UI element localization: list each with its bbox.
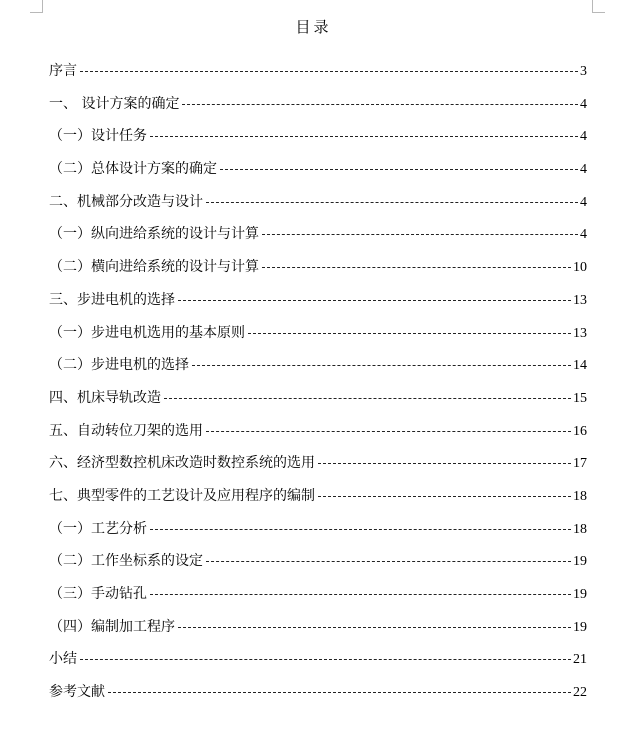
toc-entry-label: （二）总体设计方案的确定	[49, 161, 217, 178]
toc-dot-leader	[262, 233, 578, 235]
toc-dot-leader	[182, 103, 578, 105]
toc-page-number: 10	[573, 260, 587, 276]
toc-entry-label: （三）手动钻孔	[49, 586, 147, 602]
toc-dot-leader	[178, 299, 571, 301]
toc-entry[interactable]	[49, 649, 589, 682]
toc-dot-leader	[192, 364, 571, 366]
toc-dot-leader	[318, 462, 571, 464]
toc-dot-leader	[80, 70, 578, 72]
toc-dot-leader	[178, 626, 571, 628]
toc-entry-label: 序言	[49, 63, 77, 79]
toc-entry[interactable]	[49, 453, 589, 486]
toc-entry-label: 小结	[49, 651, 77, 668]
toc-entry[interactable]	[49, 290, 589, 323]
toc-dot-leader	[80, 658, 571, 660]
toc-entry-label: （一）步进电机选用的基本原则	[49, 324, 245, 341]
toc-entry-label: 五、自动转位刀架的选用	[49, 422, 203, 439]
toc-page-number: 22	[573, 685, 587, 701]
toc-entry[interactable]	[49, 323, 589, 356]
toc-entry-label: 三、步进电机的选择	[49, 291, 175, 308]
toc-dot-leader	[318, 495, 571, 497]
toc-dot-leader	[150, 528, 571, 530]
toc-page-number: 18	[573, 521, 587, 537]
toc-entry[interactable]	[49, 159, 589, 192]
toc-dot-leader	[206, 430, 571, 432]
toc-entry-label: 六、经济型数控机床改造时数控系统的选用	[49, 455, 315, 472]
toc-entry[interactable]	[49, 682, 589, 715]
toc-page-number: 14	[573, 358, 587, 374]
toc-entry[interactable]	[49, 126, 589, 159]
toc-page-number: 15	[573, 390, 587, 406]
toc-entry[interactable]	[49, 584, 589, 617]
toc-entry-label: （二）步进电机的选择	[49, 357, 189, 374]
toc-entry[interactable]	[49, 224, 589, 257]
toc-entry[interactable]	[49, 388, 589, 421]
toc-entry[interactable]	[49, 519, 589, 552]
toc-entry[interactable]	[49, 192, 589, 225]
toc-entry[interactable]	[49, 94, 589, 127]
toc-page-number: 21	[573, 652, 587, 668]
toc-page-number: 16	[573, 423, 587, 439]
document-title: 目录	[295, 18, 332, 36]
toc-page-number: 18	[573, 488, 587, 504]
toc-entry[interactable]	[49, 617, 589, 650]
toc-dot-leader	[262, 266, 571, 268]
toc-dot-leader	[248, 332, 571, 334]
toc-page-number: 4	[580, 227, 587, 243]
toc-entry-label: （一）工艺分析	[49, 520, 147, 537]
table-of-contents	[49, 61, 589, 715]
toc-entry-label: （一）纵向进给系统的设计与计算	[49, 226, 259, 243]
toc-entry-label: （四）编制加工程序	[49, 618, 175, 635]
margin-corner-mark-right	[592, 0, 605, 13]
toc-entry-label: 四、机床导轨改造	[49, 389, 161, 406]
toc-entry[interactable]	[49, 421, 589, 454]
toc-dot-leader	[108, 691, 571, 693]
toc-page-number: 4	[580, 96, 587, 112]
toc-entry[interactable]	[49, 486, 589, 519]
toc-dot-leader	[150, 593, 571, 595]
toc-page-number: 13	[573, 292, 587, 308]
toc-dot-leader	[150, 135, 578, 137]
toc-page-number: 19	[573, 619, 587, 635]
toc-entry-label: 七、典型零件的工艺设计及应用程序的编制	[49, 487, 315, 504]
toc-entry-label: （二）横向进给系统的设计与计算	[49, 259, 259, 276]
toc-entry-label: 二、机械部分改造与设计	[49, 193, 203, 210]
toc-page-number: 17	[573, 456, 587, 472]
toc-dot-leader	[220, 168, 578, 170]
toc-entry-label: 一、 设计方案的确定	[49, 95, 180, 112]
toc-entry[interactable]	[49, 257, 589, 290]
toc-dot-leader	[206, 560, 571, 562]
toc-page-number: 4	[580, 129, 587, 145]
toc-page-number: 13	[573, 325, 587, 341]
toc-page-number: 19	[573, 587, 587, 602]
toc-entry-label: （一）设计任务	[49, 128, 147, 145]
toc-dot-leader	[206, 201, 578, 203]
toc-page-number: 4	[580, 162, 587, 178]
toc-entry[interactable]	[49, 61, 589, 94]
toc-entry[interactable]	[49, 355, 589, 388]
toc-entry-label: （二）工作坐标系的设定	[49, 553, 203, 570]
margin-corner-mark-left	[30, 0, 43, 13]
toc-entry[interactable]	[49, 551, 589, 584]
toc-page-number: 19	[573, 554, 587, 570]
toc-dot-leader	[164, 397, 571, 399]
toc-entry-label: 参考文献	[49, 684, 105, 701]
toc-page-number: 4	[580, 194, 587, 210]
toc-page-number: 3	[580, 64, 587, 79]
